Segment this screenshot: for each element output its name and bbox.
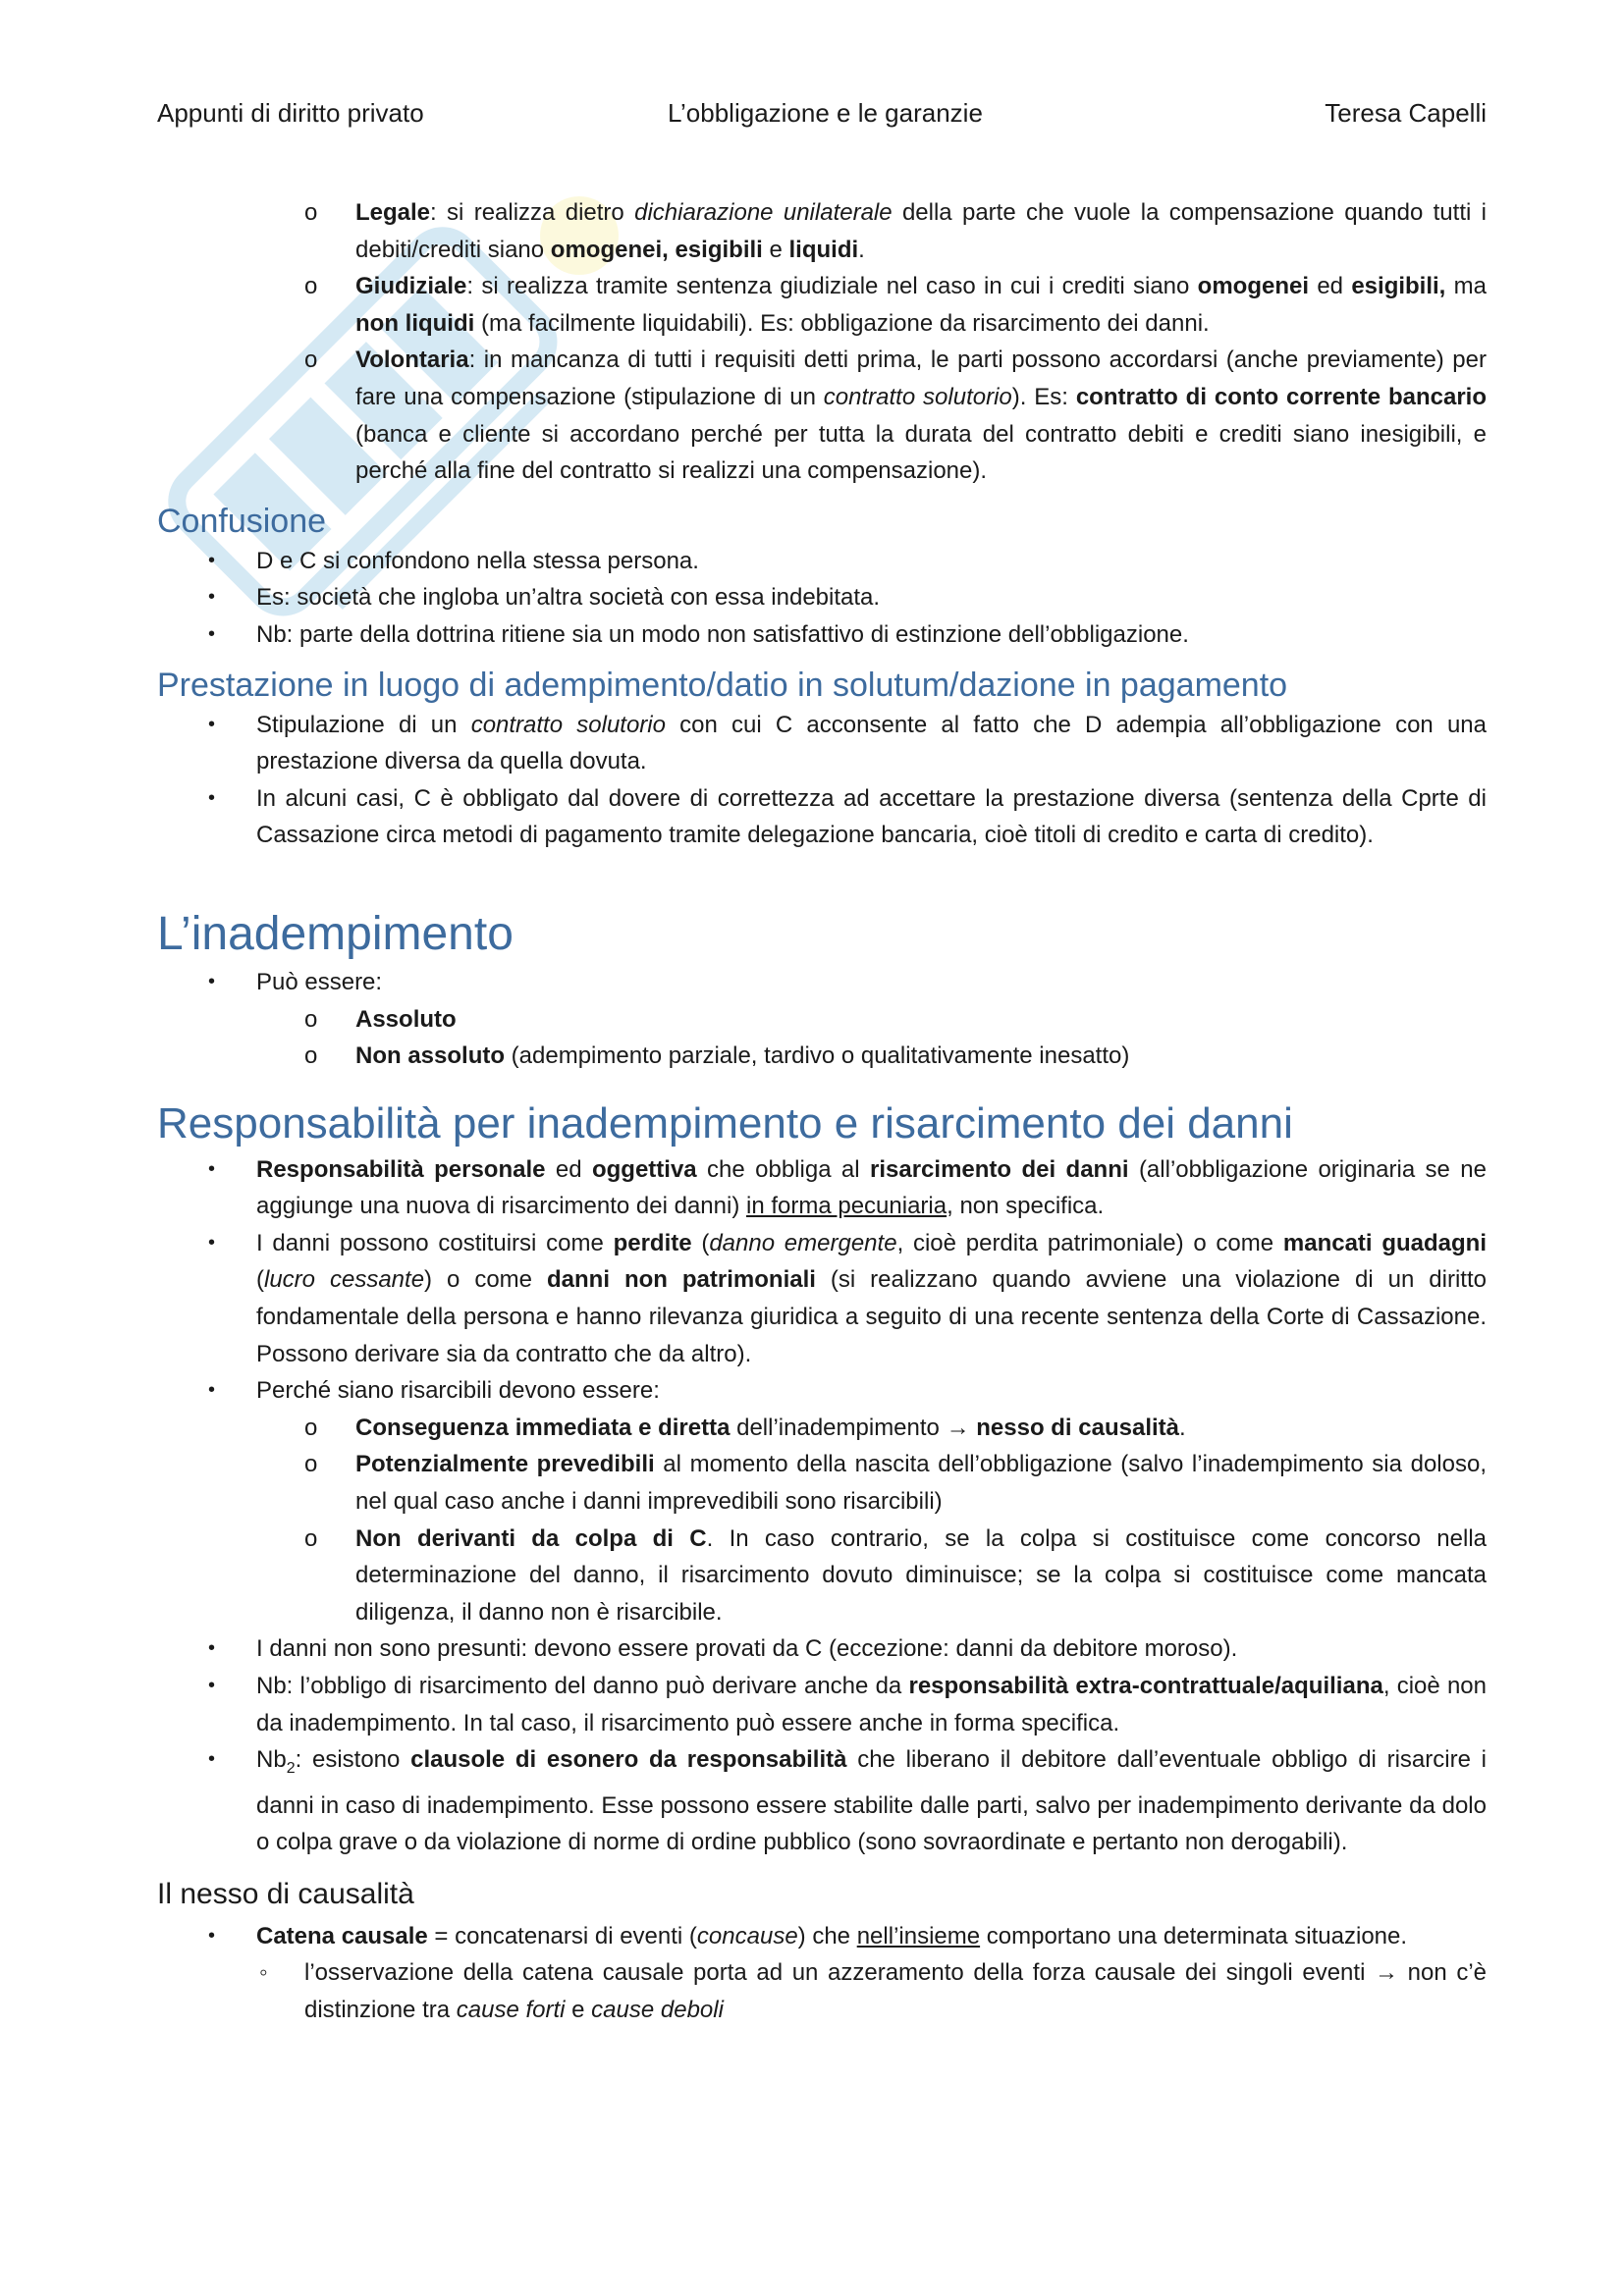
circle-bullet-icon: o bbox=[304, 1042, 318, 1070]
section-title-prestazione: Prestazione in luogo di adempimento/datio in solutum/dazione in pagamento bbox=[157, 666, 1288, 704]
page-header bbox=[157, 98, 1487, 137]
list-item: o Conseguenza immediata e diretta dell’inadempimento → nesso di causalità. bbox=[157, 1410, 1487, 1447]
list-item: o Non assoluto (adempimento parziale, tardivo o qualitativamente inesatto) bbox=[157, 1038, 1487, 1075]
list-item: ◦ l’osservazione della catena causale porta ad un azzeramento della forza causale dei singoli eventi → non c’è distinzione tra cause forti e cause deboli bbox=[157, 1954, 1487, 2028]
list-item: • D e C si confondono nella stessa persona. bbox=[157, 543, 1487, 580]
section-title-inadempimento: L’inadempimento bbox=[157, 907, 514, 960]
list-item: • Perché siano risarcibili devono essere: bbox=[157, 1372, 1487, 1410]
list-item: • $Nb_2$: esistono clausole di esonero da responsabilità che liberano il debitore dall’eventuale obbligo di risarcire i danni in caso di inadempimento. Esse possono essere stabilite dalle parti, salvo per inadempimento derivante da dolo o colpa grave o da violazione di norme di ordine pubblico (sono sovraordinate e pertanto non derogabili). bbox=[157, 1741, 1487, 1861]
circle-bullet-icon: o bbox=[304, 347, 318, 374]
list-item: • Catena causale = concatenarsi di eventi (concause) che nell’insieme comportano una determinata situazione. bbox=[157, 1918, 1487, 1955]
circle-bullet-icon: o bbox=[304, 1451, 318, 1478]
list-item: o Legale: si realizza dietro dichiarazione unilaterale della parte che vuole la compensazione quando tutti i debiti/crediti siano omogenei, esigibili e liquidi. bbox=[157, 194, 1487, 268]
bullet-icon: • bbox=[208, 713, 216, 735]
bullet-icon: • bbox=[208, 549, 216, 571]
list-item: o Assoluto bbox=[157, 1001, 1487, 1039]
bullet-icon: • bbox=[208, 1748, 216, 1771]
list-item: • In alcuni casi, C è obbligato dal dovere di correttezza ad accettare la prestazione diversa (sentenza della Cprte di Cassazione circa metodi di pagamento tramite delegazione bancaria, cioè titoli di credito e carta di credito). bbox=[157, 780, 1487, 854]
bullet-icon: • bbox=[208, 1157, 216, 1180]
bullet-icon: • bbox=[208, 786, 216, 809]
list-item: • I danni possono costituirsi come perdite (danno emergente, cioè perdita patrimoniale) o come mancati guadagni (lucro cessante) o come danni non patrimoniali (si realizzano quando avviene una violazione di un diritto fondamentale della persona e hanno rilevanza giuridica a seguito di una recente sentenza della Corte di Cassazione. Possono derivare sia da contratto che da altro). bbox=[157, 1225, 1487, 1372]
circle-bullet-icon: o bbox=[304, 1524, 318, 1552]
list-item: o Giudiziale: si realizza tramite sentenza giudiziale nel caso in cui i crediti siano omogenei ed esigibili, ma non liquidi (ma facilmente liquidabili). Es: obbligazione da risarcimento dei danni. bbox=[157, 268, 1487, 342]
circle-bullet-icon: o bbox=[304, 1414, 318, 1441]
bullet-icon: • bbox=[208, 1231, 216, 1254]
header-center: L’obbligazione e le garanzie bbox=[668, 98, 983, 128]
list-item: • Stipulazione di un contratto solutorio con cui C acconsente al fatto che D adempia all’obbligazione con una prestazione diversa da quella dovuta. bbox=[157, 707, 1487, 780]
bullet-icon: • bbox=[208, 970, 216, 992]
section-title-nesso: Il nesso di causalità bbox=[157, 1877, 414, 1910]
bullet-icon: • bbox=[208, 622, 216, 645]
section-title-confusione: Confusione bbox=[157, 502, 327, 540]
circle-bullet-icon: o bbox=[304, 273, 318, 300]
list-item: • Responsabilità personale ed oggettiva che obbliga al risarcimento dei danni (all’obbligazione originaria se ne aggiunge una nuova di risarcimento dei danni) in forma pecuniaria, non specifica. bbox=[157, 1151, 1487, 1225]
bullet-icon: • bbox=[208, 1379, 216, 1402]
list-item: • Es: società che ingloba un’altra società con essa indebitata. bbox=[157, 579, 1487, 616]
list-item: • I danni non sono presunti: devono essere provati da C (eccezione: danni da debitore moroso). bbox=[157, 1630, 1487, 1668]
bullet-icon: • bbox=[208, 586, 216, 609]
bullet-icon: • bbox=[208, 1675, 216, 1696]
small-circle-bullet-icon: ◦ bbox=[259, 1959, 268, 1987]
header-right: Teresa Capelli bbox=[1325, 98, 1487, 128]
list-item: • Nb: parte della dottrina ritiene sia un modo non satisfattivo di estinzione dell’obbligazione. bbox=[157, 616, 1487, 654]
list-item: o Non derivanti da colpa di C. In caso contrario, se la colpa si costituisce come concorso nella determinazione del danno, il risarcimento dovuto diminuisce; se la colpa si costituisce come mancata diligenza, il danno non è risarcibile. bbox=[157, 1521, 1487, 1631]
list-item: o Potenzialmente prevedibili al momento della nascita dell’obbligazione (salvo l’inadempimento sia doloso, nel qual caso anche i danni imprevedibili sono risarcibili) bbox=[157, 1446, 1487, 1520]
circle-bullet-icon: o bbox=[304, 199, 318, 226]
header-left: Appunti di diritto privato bbox=[157, 98, 424, 128]
circle-bullet-icon: o bbox=[304, 1005, 318, 1033]
list-item: • Può essere: bbox=[157, 964, 1487, 1001]
list-item: • Nb: l’obbligo di risarcimento del danno può derivare anche da responsabilità extra-contrattuale/aquiliana, cioè non da inadempimento. In tal caso, il risarcimento può essere anche in forma specifica. bbox=[157, 1668, 1487, 1741]
list-item: o Volontaria: in mancanza di tutti i requisiti detti prima, le parti possono accordarsi (anche previamente) per fare una compensazione (stipulazione di un contratto solutorio). Es: contratto di conto corrente bancario (banca e cliente si accordano perché per tutta la durata del contratto debiti e crediti siano inesigibili, e perché alla fine del contratto si realizzi una compensazione). bbox=[157, 342, 1487, 489]
document-body bbox=[157, 194, 1487, 2029]
section-title-responsabilita: Responsabilità per inadempimento e risarcimento dei danni bbox=[157, 1098, 1293, 1148]
bullet-icon: • bbox=[208, 1637, 216, 1660]
bullet-icon: • bbox=[208, 1924, 216, 1947]
